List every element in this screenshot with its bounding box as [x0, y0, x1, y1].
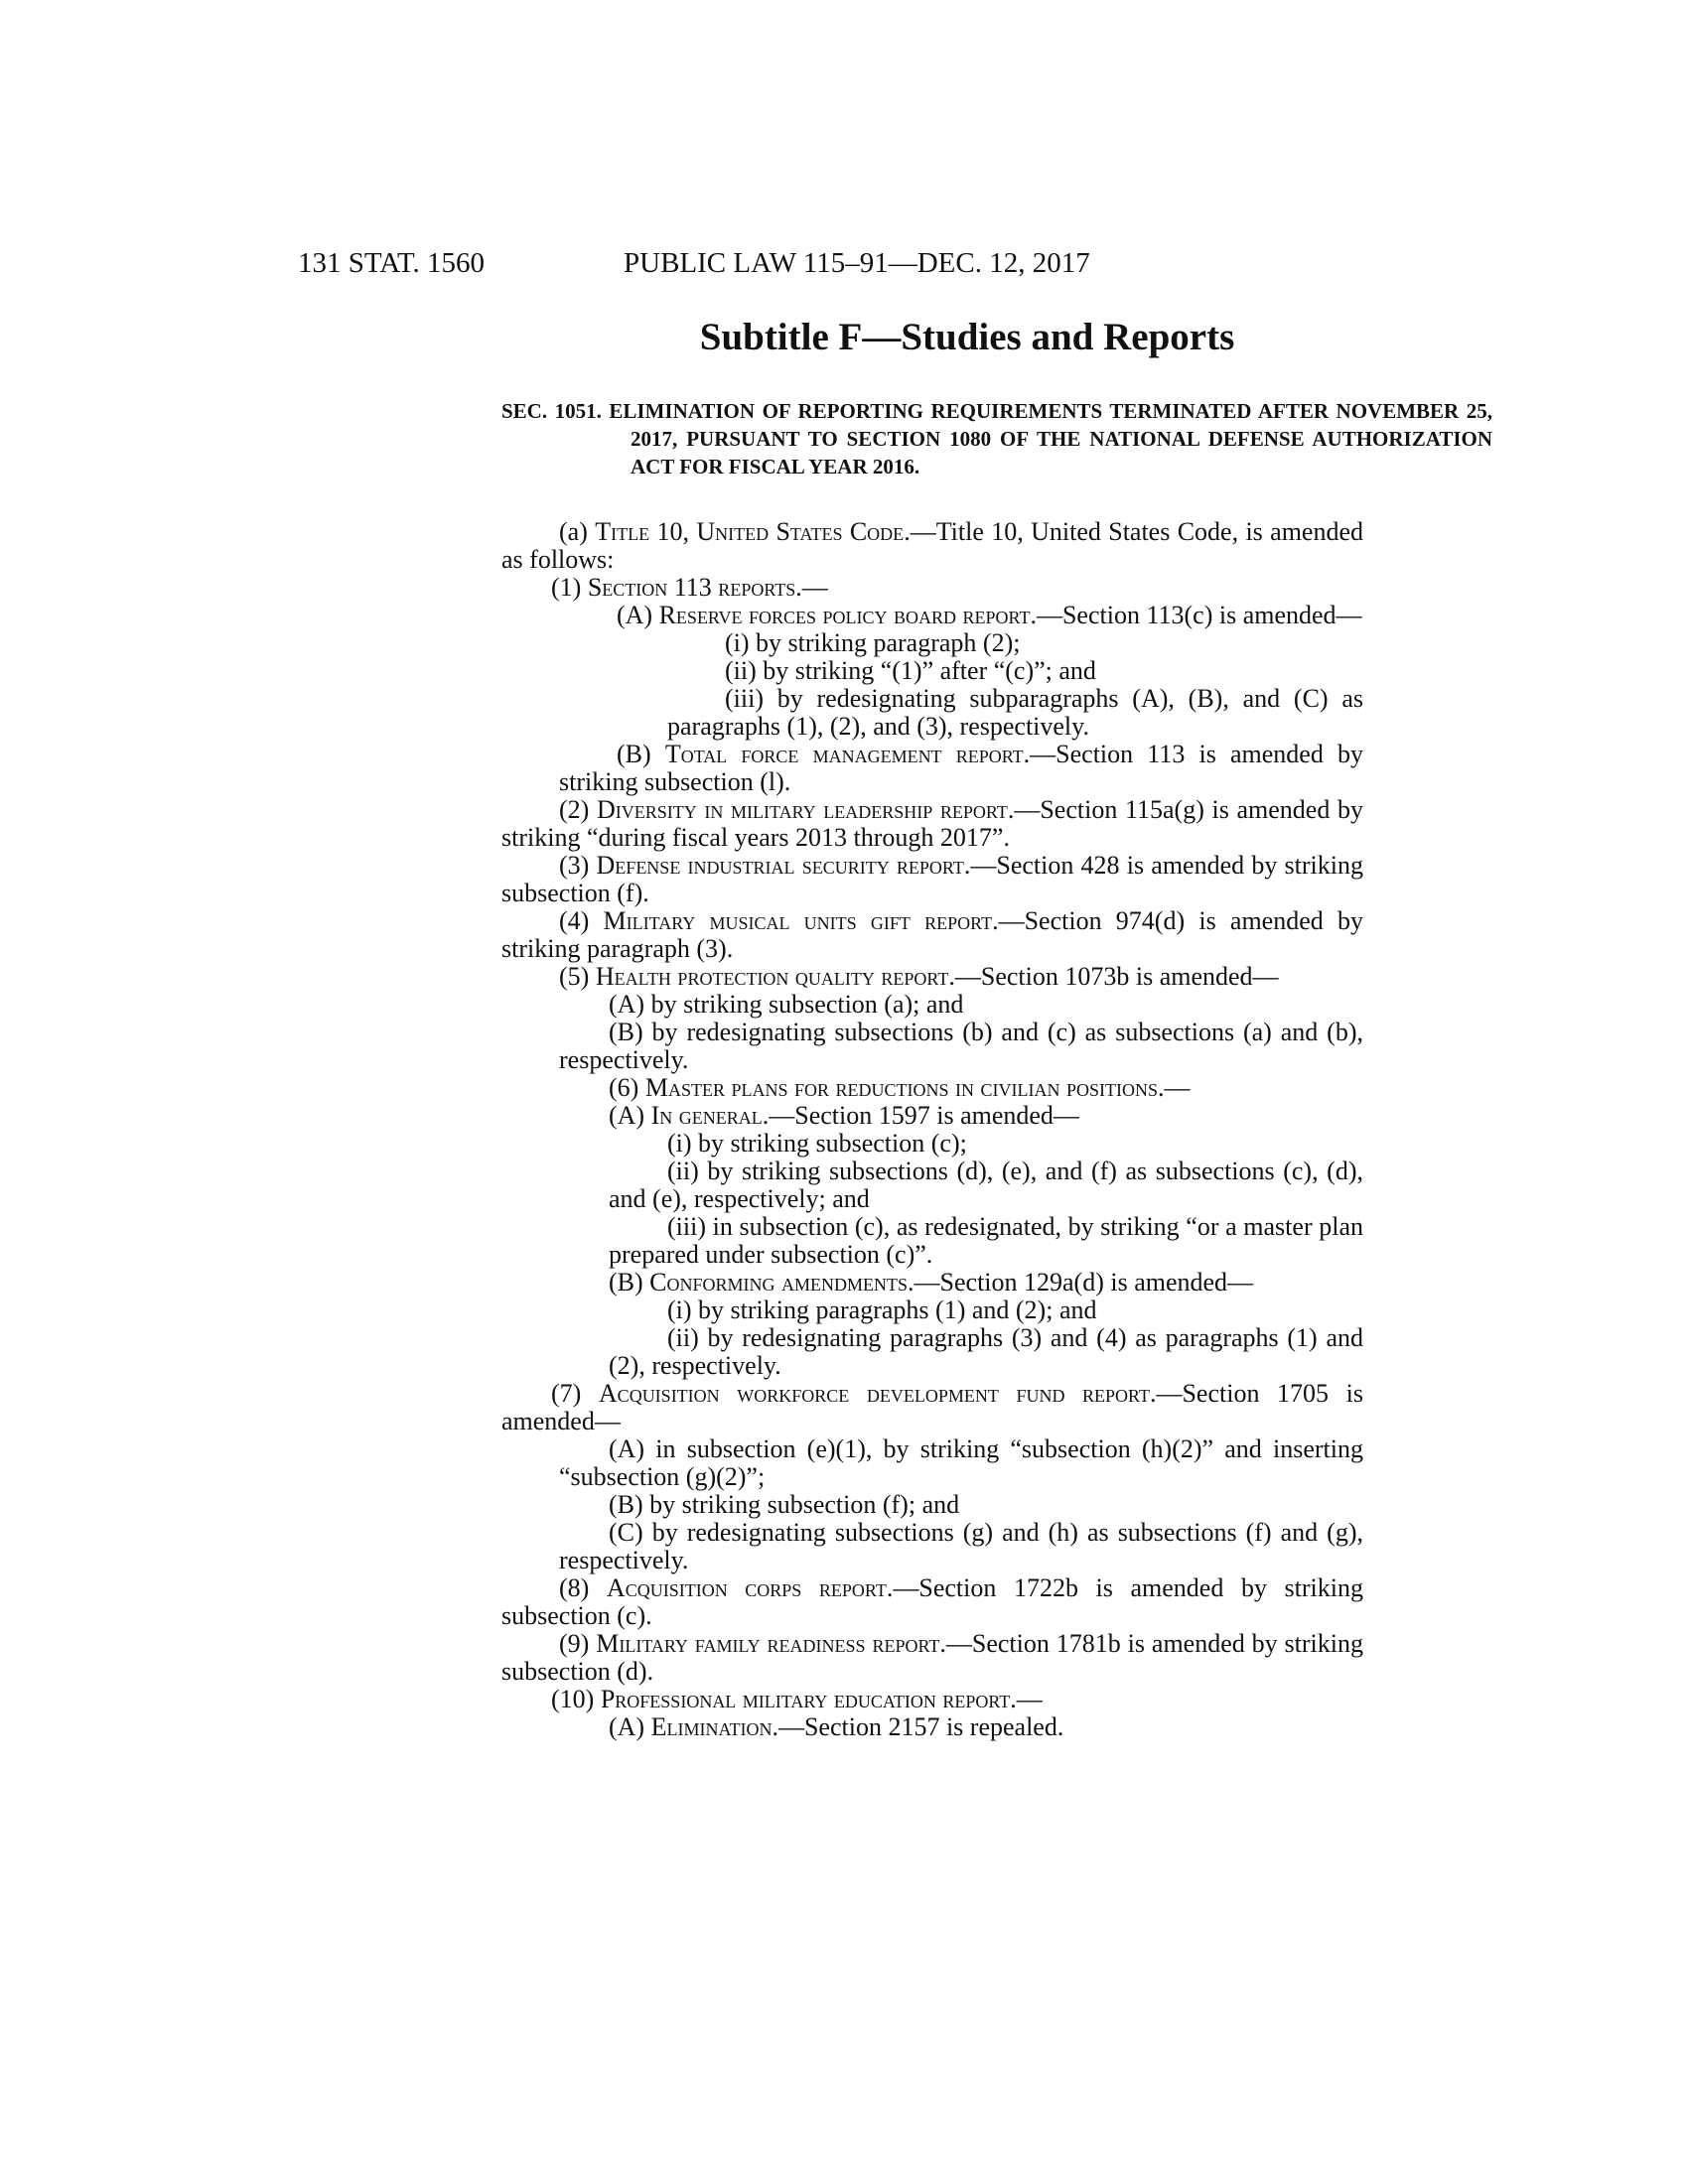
section-body	[501, 518, 1363, 1741]
paragraph-caption: Conforming amendments	[649, 1268, 909, 1297]
clause-6-iii: (iii) in subsection (c), as redesignated, by striking “or a master plan prepared under subsection (c)”.	[609, 1212, 1363, 1269]
subparagraph-1-B: (B) Total force management report.—Section 113 is amended by striking subsection (l).	[559, 740, 1363, 796]
paragraph-6: (6) Master plans for reductions in civilian positions.—	[609, 1073, 1191, 1102]
clause-6B-i: (i) by striking paragraphs (1) and (2); and	[667, 1296, 1097, 1324]
paragraph-8: (8) Acquisition corps report.—Section 1722b is amended by striking subsection (c).	[501, 1573, 1363, 1630]
subparagraph-6-A: (A) In general.—Section 1597 is amended—	[609, 1101, 1079, 1130]
subparagraph-7-B: (B) by striking subsection (f); and	[609, 1490, 960, 1519]
clause-6-ii: (ii) by striking subsections (d), (e), and (f) as subsections (c), (d), and (e), respectively; and	[609, 1157, 1363, 1213]
clause-i: (i) by striking paragraph (2);	[725, 628, 1021, 657]
public-law-header: PUBLIC LAW 115–91—DEC. 12, 2017	[624, 247, 1090, 279]
paragraph-2: (2) Diversity in military leadership report.—Section 115a(g) is amended by striking “during fiscal years 2013 through 2017”.	[501, 795, 1363, 852]
paragraph-caption: Professional military education report	[600, 1685, 1011, 1713]
paragraph-5: (5) Health protection quality report.—Section 1073b is amended—	[559, 962, 1279, 991]
paragraph-caption: Elimination	[650, 1712, 773, 1741]
subparagraph-7-C: (C) by redesignating subsections (g) and (h) as subsections (f) and (g), respectively.	[559, 1518, 1363, 1574]
paragraph-caption: Military musical units gift report	[603, 906, 993, 935]
paragraph-caption: Total force management report	[664, 740, 1024, 768]
paragraph-caption: Health protection quality report	[595, 962, 949, 991]
subparagraph-5-A: (A) by striking subsection (a); and	[609, 990, 964, 1019]
clause-6B-ii: (ii) by redesignating paragraphs (3) and (4) as paragraphs (1) and (2), respectively.	[609, 1323, 1363, 1380]
subparagraph-10-A: (A) Elimination.—Section 2157 is repealed.	[609, 1712, 1064, 1741]
subparagraph-5-B: (B) by redesignating subsections (b) and (c) as subsections (a) and (b), respectively.	[559, 1018, 1363, 1074]
section-heading: SEC. 1051. ELIMINATION OF REPORTING REQUIREMENTS TERMINATED AFTER NOVEMBER 25, 2017, PURSUANT TO SECTION 1080 OF THE NATIONAL DEFENSE AUTHORIZATION ACT FOR FISCAL YEAR 2016.	[501, 399, 1492, 478]
paragraph-a: (a) Title 10, United States Code.—Title 10, United States Code, is amended as follows:	[501, 517, 1364, 574]
paragraph-4: (4) Military musical units gift report.—Section 974(d) is amended by striking paragraph (3).	[501, 906, 1363, 963]
clause-iii: (iii) by redesignating subparagraphs (A), (B), and (C) as paragraphs (1), (2), and (3), respectively.	[667, 684, 1363, 741]
paragraph-3: (3) Defense industrial security report.—Section 428 is amended by striking subsection (f).	[501, 851, 1363, 907]
clause-ii: (ii) by striking “(1)” after “(c)”; and	[725, 656, 1096, 685]
paragraph-9: (9) Military family readiness report.—Section 1781b is amended by striking subsection (d).	[501, 1629, 1363, 1686]
subparagraph-6-B: (B) Conforming amendments.—Section 129a(d) is amended—	[609, 1268, 1254, 1297]
paragraph-10: (10) Professional military education report.—	[551, 1685, 1043, 1713]
paragraph-7: (7) Acquisition workforce development fund report.—Section 1705 is amended—	[501, 1379, 1363, 1435]
paragraph-caption: Military family readiness report	[596, 1629, 940, 1658]
paragraph-1: (1) Section 113 reports.—	[551, 573, 828, 602]
paragraph-caption: Title 10, United States Code	[595, 517, 905, 546]
page-stat-citation: 131 STAT. 1560	[298, 247, 486, 279]
subtitle-heading: Subtitle F—Studies and Reports	[699, 316, 1235, 358]
paragraph-caption: Diversity in military leadership report	[596, 795, 1008, 824]
paragraph-caption: Reserve forces policy board report	[658, 601, 1031, 629]
clause-6-i: (i) by striking subsection (c);	[667, 1129, 967, 1158]
paragraph-caption: Acquisition corps report	[606, 1573, 887, 1602]
paragraph-caption: Acquisition workforce development fund report	[598, 1379, 1150, 1408]
subparagraph-7-A: (A) in subsection (e)(1), by striking “subsection (h)(2)” and inserting “subsection (g)(2)”;	[559, 1434, 1363, 1491]
paragraph-caption: Defense industrial security report	[596, 851, 964, 880]
paragraph-caption: Master plans for reductions in civilian positions	[644, 1073, 1158, 1102]
paragraph-caption: In general	[650, 1101, 763, 1130]
subparagraph-1-A: (A) Reserve forces policy board report.—Section 113(c) is amended—	[617, 601, 1362, 629]
paragraph-caption: Section 113 reports	[587, 573, 796, 602]
